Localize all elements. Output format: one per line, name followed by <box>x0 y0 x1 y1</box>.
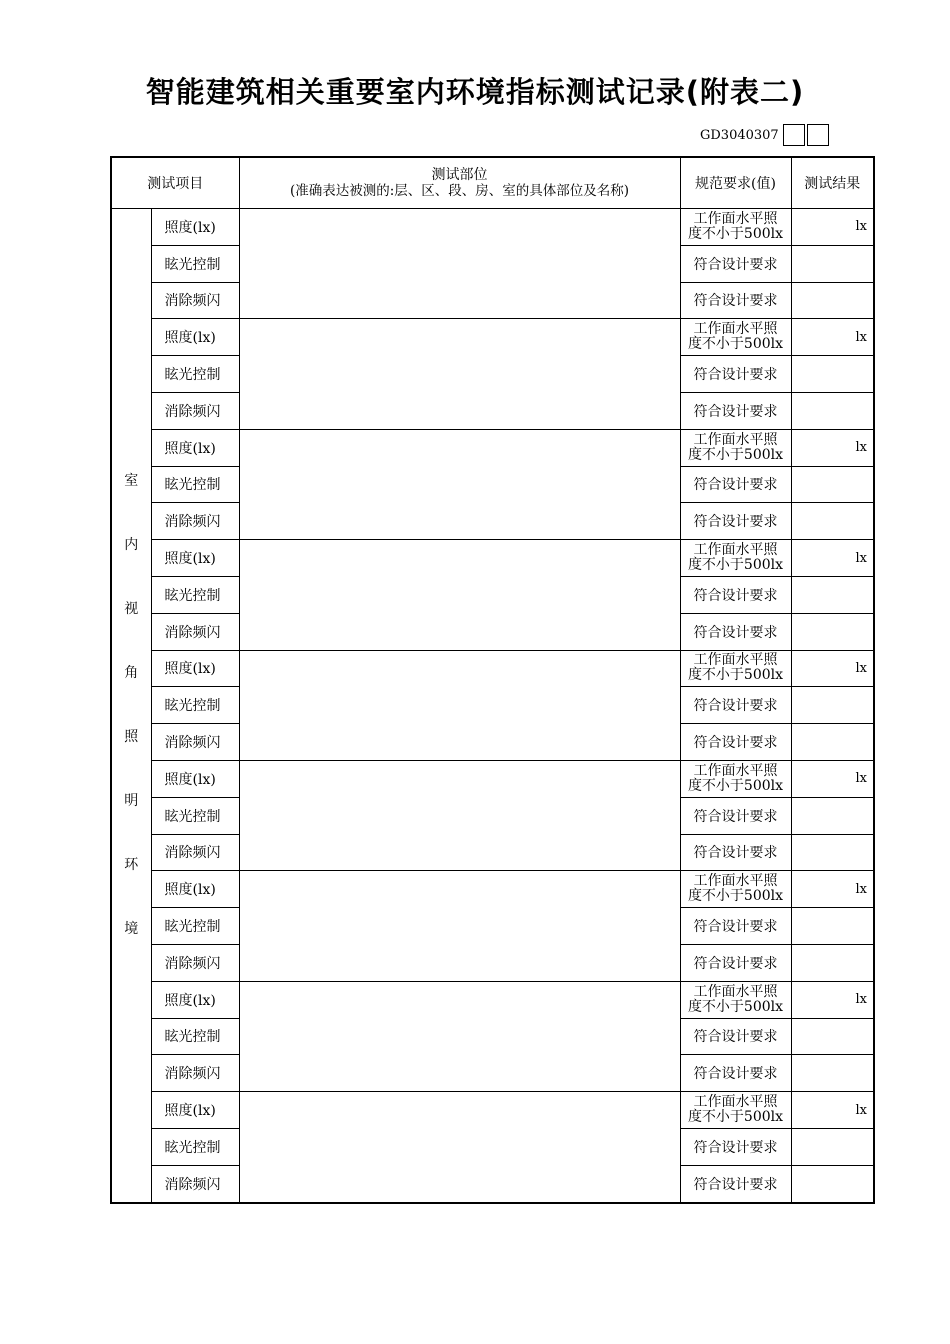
category-char: 视 <box>124 601 139 618</box>
result-cell[interactable] <box>791 245 874 282</box>
result-cell[interactable] <box>791 1165 874 1202</box>
result-cell[interactable]: lx <box>791 209 874 246</box>
requirement-line-2: 度不小于500lx <box>687 557 784 574</box>
table-row <box>111 540 874 577</box>
result-cell[interactable]: lx <box>791 540 874 577</box>
category-label <box>111 209 151 1203</box>
test-item: 眩光控制 <box>151 356 239 393</box>
form-code-row <box>700 122 829 148</box>
test-item: 眩光控制 <box>151 1018 239 1055</box>
result-cell[interactable]: lx <box>791 650 874 687</box>
result-cell[interactable] <box>791 613 874 650</box>
result-cell[interactable] <box>791 724 874 761</box>
header-location-sub: (准确表达被测的:层、区、段、房、室的具体部位及名称) <box>289 183 630 199</box>
test-item: 照度(lx) <box>151 540 239 577</box>
requirement-line-2: 度不小于500lx <box>687 1109 784 1126</box>
test-item: 消除频闪 <box>151 392 239 429</box>
requirement-cell: 符合设计要求 <box>680 1165 791 1202</box>
category-char: 照 <box>124 729 139 746</box>
table-row <box>111 319 874 356</box>
test-location-cell[interactable] <box>239 760 680 870</box>
result-cell[interactable] <box>791 1055 874 1092</box>
requirement-cell <box>680 871 791 908</box>
requirement-cell: 符合设计要求 <box>680 724 791 761</box>
requirement-cell <box>680 429 791 466</box>
requirement-cell <box>680 1092 791 1129</box>
requirement-cell: 符合设计要求 <box>680 576 791 613</box>
requirement-cell: 符合设计要求 <box>680 1128 791 1165</box>
test-item: 照度(lx) <box>151 650 239 687</box>
test-item: 照度(lx) <box>151 319 239 356</box>
requirement-cell <box>680 540 791 577</box>
requirement-cell <box>680 209 791 246</box>
requirement-line-1: 工作面水平照 <box>693 431 778 448</box>
test-item: 眩光控制 <box>151 466 239 503</box>
requirement-cell: 符合设计要求 <box>680 282 791 319</box>
form-code: GD3040307 <box>700 127 779 143</box>
requirement-cell: 符合设计要求 <box>680 392 791 429</box>
result-cell[interactable] <box>791 356 874 393</box>
result-cell[interactable] <box>791 576 874 613</box>
result-cell[interactable]: lx <box>791 1092 874 1129</box>
requirement-cell: 符合设计要求 <box>680 1055 791 1092</box>
test-item: 消除频闪 <box>151 834 239 871</box>
requirement-cell: 符合设计要求 <box>680 797 791 834</box>
test-item: 照度(lx) <box>151 1092 239 1129</box>
test-item: 照度(lx) <box>151 981 239 1018</box>
table-row <box>111 981 874 1018</box>
header-item: 测试项目 <box>111 157 239 209</box>
test-item: 消除频闪 <box>151 1055 239 1092</box>
test-item: 消除频闪 <box>151 944 239 981</box>
table-row <box>111 1092 874 1129</box>
category-char: 明 <box>124 793 139 810</box>
test-item: 消除频闪 <box>151 613 239 650</box>
result-cell[interactable] <box>791 834 874 871</box>
requirement-line-1: 工作面水平照 <box>693 762 778 779</box>
requirement-line-2: 度不小于500lx <box>687 998 784 1015</box>
result-cell[interactable] <box>791 503 874 540</box>
test-item: 眩光控制 <box>151 797 239 834</box>
test-item: 消除频闪 <box>151 282 239 319</box>
result-cell[interactable] <box>791 282 874 319</box>
code-box-2[interactable] <box>807 124 829 146</box>
result-cell[interactable] <box>791 944 874 981</box>
page-title: 智能建筑相关重要室内环境指标测试记录(附表二) <box>145 75 805 109</box>
requirement-cell: 符合设计要求 <box>680 944 791 981</box>
test-location-cell[interactable] <box>239 1092 680 1203</box>
requirement-line-1: 工作面水平照 <box>693 652 778 669</box>
category-char: 角 <box>124 665 139 682</box>
test-location-cell[interactable] <box>239 981 680 1091</box>
requirement-cell: 符合设计要求 <box>680 503 791 540</box>
result-cell[interactable] <box>791 908 874 945</box>
requirement-line-1: 工作面水平照 <box>693 321 778 338</box>
requirement-line-2: 度不小于500lx <box>687 667 784 684</box>
requirement-line-2: 度不小于500lx <box>687 446 784 463</box>
result-cell[interactable] <box>791 1128 874 1165</box>
category-char: 内 <box>124 537 139 554</box>
test-location-cell[interactable] <box>239 540 680 650</box>
table-row <box>111 650 874 687</box>
requirement-cell: 符合设计要求 <box>680 466 791 503</box>
table-row <box>111 209 874 246</box>
test-item: 照度(lx) <box>151 760 239 797</box>
category-char: 环 <box>124 857 139 874</box>
test-item: 眩光控制 <box>151 245 239 282</box>
requirement-line-1: 工作面水平照 <box>693 983 778 1000</box>
requirement-line-2: 度不小于500lx <box>687 888 784 905</box>
category-char: 境 <box>124 921 139 938</box>
test-item: 照度(lx) <box>151 429 239 466</box>
header-row <box>111 157 874 209</box>
test-item: 眩光控制 <box>151 1128 239 1165</box>
requirement-line-1: 工作面水平照 <box>693 1094 778 1111</box>
result-cell[interactable] <box>791 797 874 834</box>
result-cell[interactable] <box>791 1018 874 1055</box>
requirement-cell <box>680 981 791 1018</box>
result-cell[interactable] <box>791 466 874 503</box>
test-location-cell[interactable] <box>239 871 680 981</box>
requirement-cell <box>680 760 791 797</box>
requirement-cell: 符合设计要求 <box>680 687 791 724</box>
table-row <box>111 871 874 908</box>
requirement-cell <box>680 319 791 356</box>
result-cell[interactable]: lx <box>791 760 874 797</box>
test-item: 消除频闪 <box>151 1165 239 1202</box>
test-location-cell[interactable] <box>239 209 680 319</box>
header-result: 测试结果 <box>791 157 874 209</box>
result-cell[interactable]: lx <box>791 319 874 356</box>
header-location <box>239 157 680 209</box>
result-cell[interactable] <box>791 392 874 429</box>
requirement-cell: 符合设计要求 <box>680 245 791 282</box>
requirement-cell <box>680 650 791 687</box>
result-cell[interactable]: lx <box>791 429 874 466</box>
test-item: 消除频闪 <box>151 503 239 540</box>
requirement-line-1: 工作面水平照 <box>693 210 778 227</box>
code-box-1[interactable] <box>783 124 805 146</box>
requirement-line-2: 度不小于500lx <box>687 777 784 794</box>
result-cell[interactable] <box>791 687 874 724</box>
test-item: 眩光控制 <box>151 687 239 724</box>
test-location-cell[interactable] <box>239 429 680 539</box>
requirement-line-2: 度不小于500lx <box>687 225 784 242</box>
table-row <box>111 429 874 466</box>
test-item: 照度(lx) <box>151 871 239 908</box>
requirement-line-1: 工作面水平照 <box>693 542 778 559</box>
requirement-cell: 符合设计要求 <box>680 834 791 871</box>
table-row <box>111 760 874 797</box>
result-cell[interactable]: lx <box>791 981 874 1018</box>
test-item: 照度(lx) <box>151 209 239 246</box>
test-location-cell[interactable] <box>239 319 680 429</box>
test-item: 眩光控制 <box>151 576 239 613</box>
category-char: 室 <box>124 473 139 490</box>
requirement-cell: 符合设计要求 <box>680 908 791 945</box>
requirement-cell: 符合设计要求 <box>680 356 791 393</box>
requirement-line-1: 工作面水平照 <box>693 873 778 890</box>
result-cell[interactable]: lx <box>791 871 874 908</box>
header-location-title: 测试部位 <box>431 167 488 183</box>
record-table <box>110 156 875 1204</box>
requirement-cell: 符合设计要求 <box>680 613 791 650</box>
test-item: 眩光控制 <box>151 908 239 945</box>
header-requirement: 规范要求(值) <box>680 157 791 209</box>
requirement-cell: 符合设计要求 <box>680 1018 791 1055</box>
test-location-cell[interactable] <box>239 650 680 760</box>
test-item: 消除频闪 <box>151 724 239 761</box>
requirement-line-2: 度不小于500lx <box>687 336 784 353</box>
